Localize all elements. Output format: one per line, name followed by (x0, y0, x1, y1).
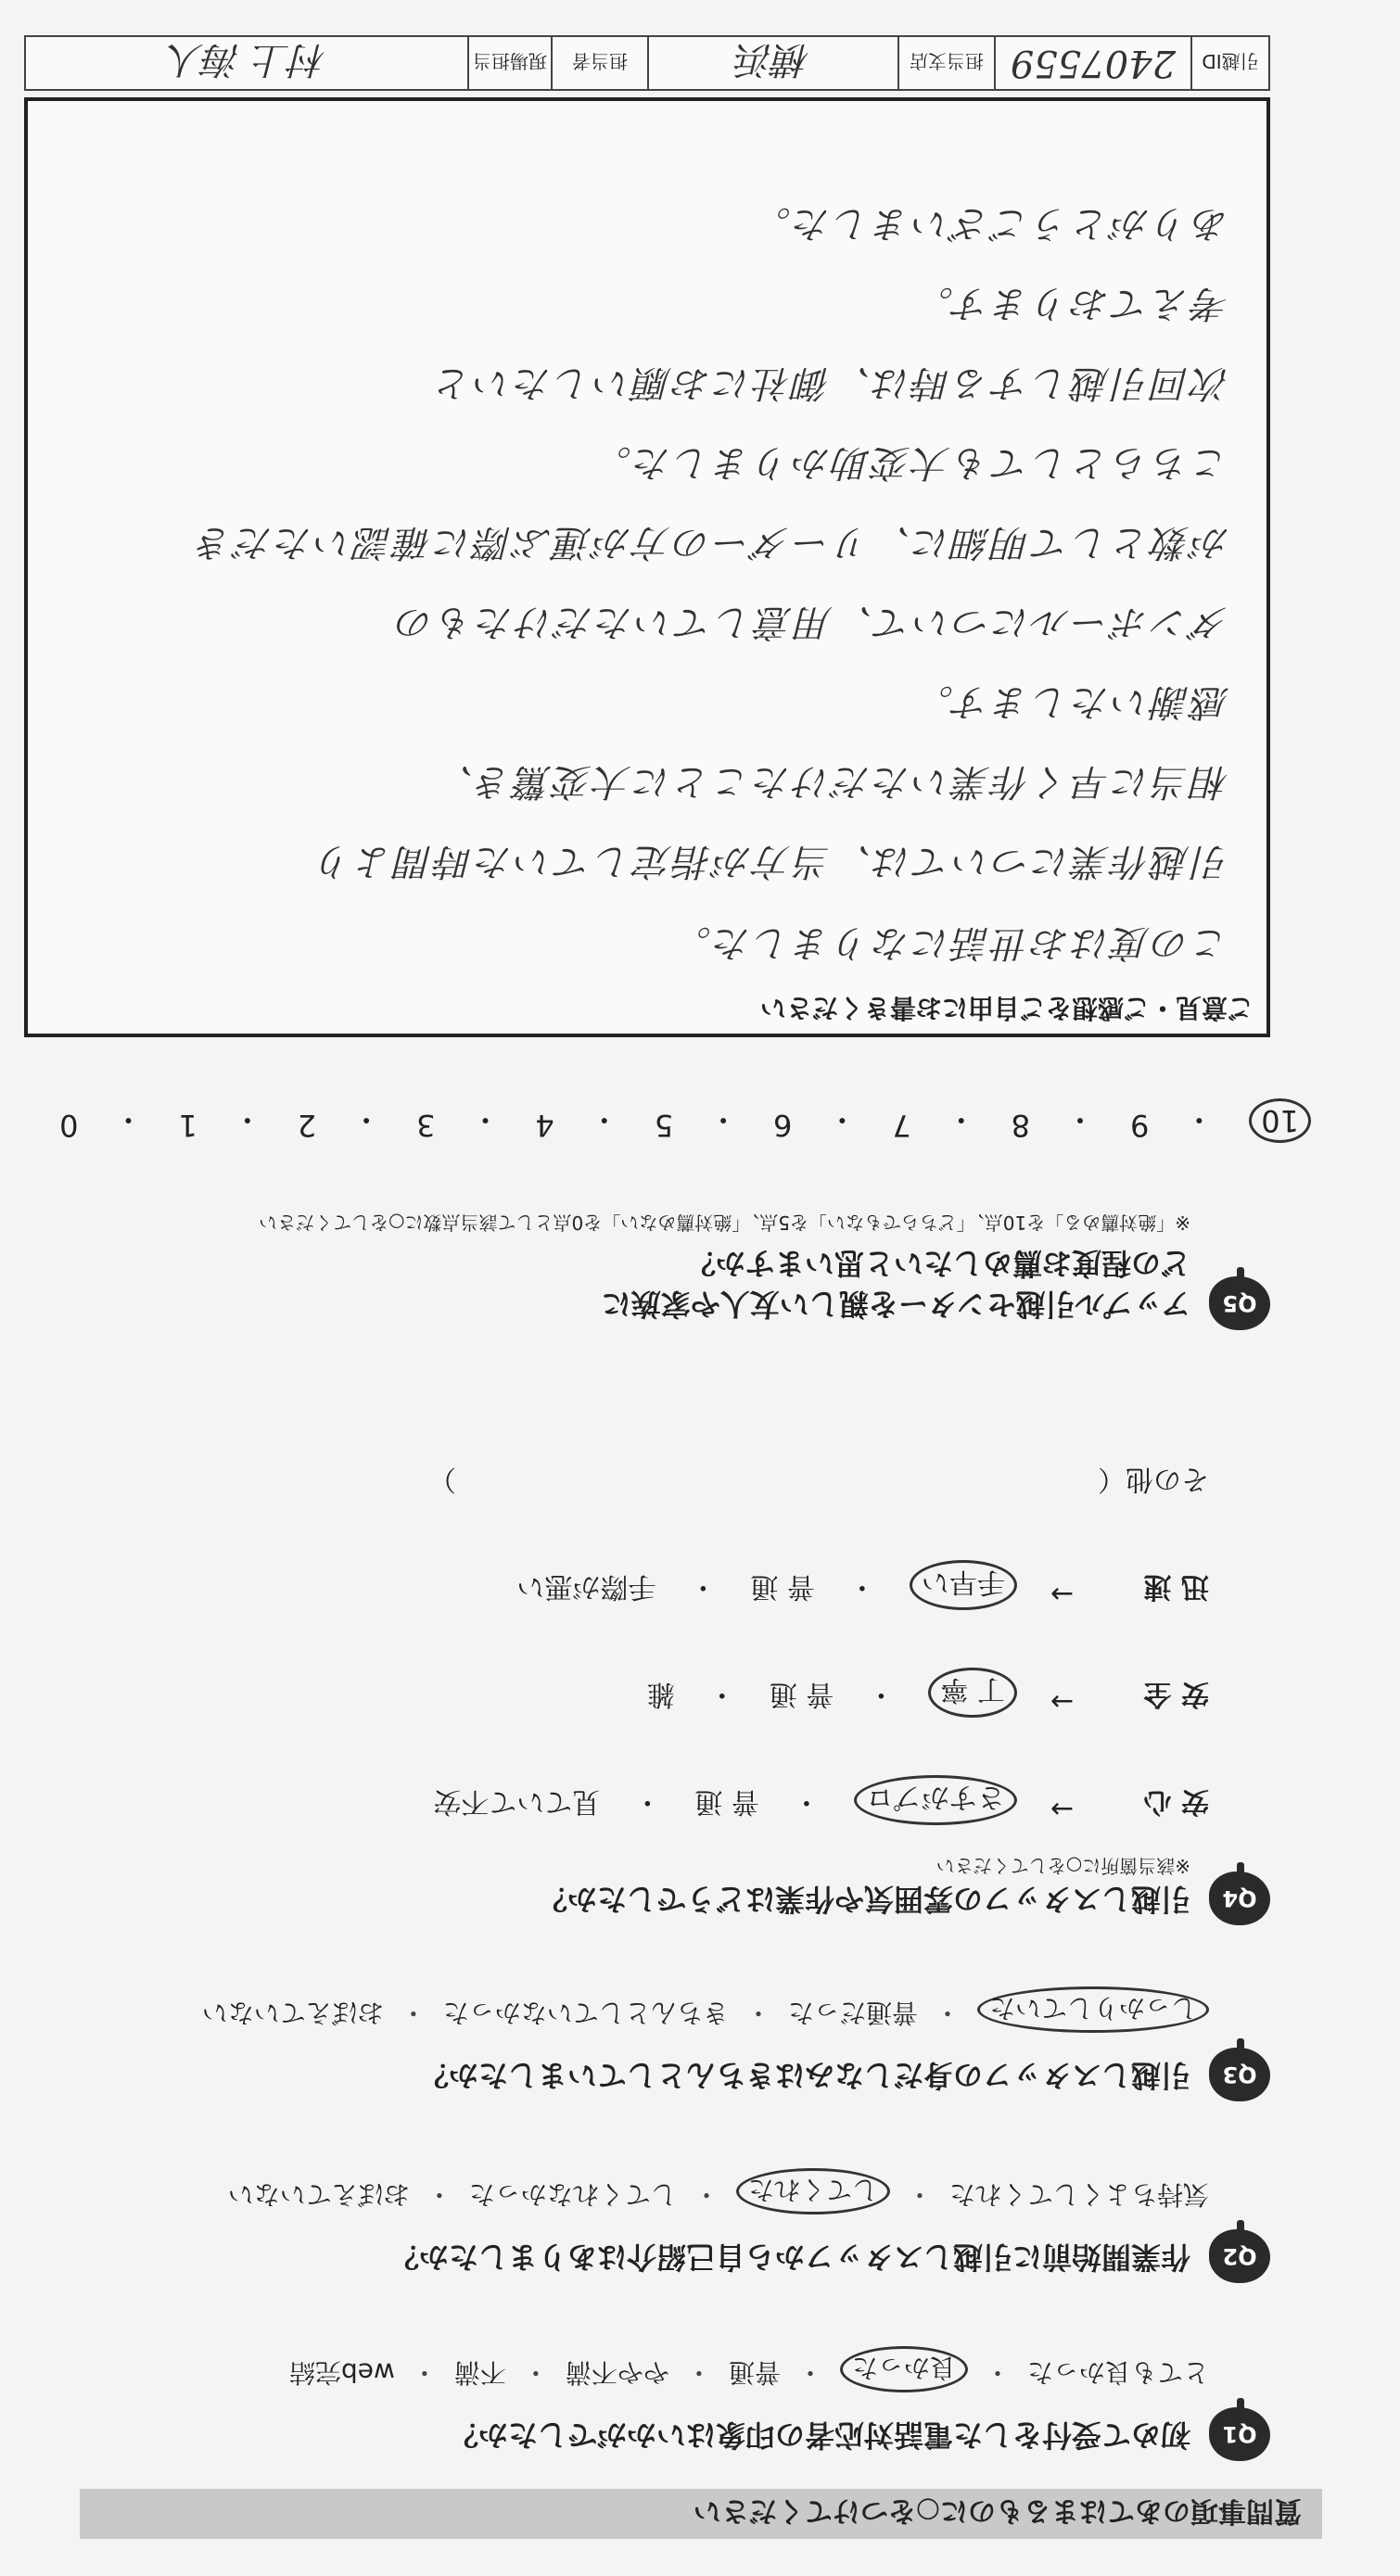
comment-line: 引越作業については、当方が指定していた時間より (312, 840, 1229, 882)
staff-value: 村上 海人 (166, 38, 327, 82)
q5-score[interactable]: 7 (892, 1108, 911, 1143)
q4-row-label: 安 全 (1143, 1678, 1209, 1710)
q5-score[interactable]: 1 (178, 1108, 197, 1143)
q3-text: 引越しスタッフの身だしなみはきちんとしていましたか？ (418, 2058, 1190, 2093)
q3-option-selected[interactable]: しっかりしていた (977, 1986, 1209, 2033)
q4-note: ※該当箇所に○をしてください (935, 1855, 1190, 1877)
q5-score[interactable]: 5 (654, 1108, 674, 1143)
id-table (24, 35, 1270, 91)
q4-option[interactable]: 普 通 (694, 1785, 759, 1818)
q1-option[interactable]: とても良かった (1026, 2357, 1209, 2388)
comments-title: ご意見・ご感想をご自由にお書きください (759, 993, 1254, 1023)
comment-line: この度はお世話になりました。 (671, 921, 1229, 964)
q5-score[interactable]: 9 (1129, 1108, 1150, 1143)
q1-option[interactable]: 普通 (728, 2357, 781, 2388)
q3-options: しっかりしていた ・ 普通だった ・ きちんとしていなかった ・ おぼえていない (65, 1986, 1209, 2033)
q5-note: ※「絶対薦める」を10点、「どちらでもない」を5点、「絶対薦めない」を0点として該当点数に○をしてください (259, 1212, 1190, 1234)
q1-option[interactable]: web完結 (288, 2357, 395, 2388)
comment-line: こちらとしても大変助かりました。 (592, 441, 1229, 484)
q4-other-field[interactable] (490, 1462, 1064, 1503)
q4-badge: Q4 (1209, 1872, 1270, 1925)
branch-value: 横浜 (647, 37, 897, 89)
q4-option[interactable]: 雑 (646, 1678, 675, 1710)
q4-option[interactable]: 見ていて不安 (433, 1785, 601, 1818)
q5-scale: 10 ・ 9 ・ 8 ・ 7 ・ 6 ・ 5 ・ 4 ・ 3 ・ 2 ・ 1 ・ 0 (59, 1098, 1311, 1143)
q1-badge: Q1 (1209, 2407, 1270, 2461)
q3-option[interactable]: 普通だった (787, 1998, 918, 2028)
q4-option[interactable]: 普 通 (769, 1678, 834, 1710)
q1-text: 初めて受付をした電話対応者の印象はいかがでしたか？ (448, 2417, 1190, 2453)
question-1 (65, 2346, 1270, 2455)
arrow-icon: → (1050, 1685, 1074, 1718)
q4-row-anshin: 安 心 → さすがプロ ・ 普 通 ・ 見ていて不安 (65, 1775, 1209, 1825)
staff-label: 担当者 (551, 37, 647, 89)
question-2 (65, 2168, 1270, 2278)
q4-row-label: 迅 速 (1143, 1570, 1209, 1603)
arrow-icon: → (1050, 1578, 1074, 1610)
instructions-text: 質問事項のあてはまるものに○をつけてください (693, 2494, 1302, 2527)
comment-line: ダンボールについて、用意していただけたもの (394, 601, 1229, 643)
q4-row-anzen: 安 全 → 丁 寧 ・ 普 通 ・ 雑 (65, 1668, 1209, 1718)
q4-row-jinsoku: 迅 速 → 手早い ・ 普 通 ・ 手際が悪い (65, 1560, 1209, 1610)
q2-option[interactable]: してくれなかった (468, 2179, 677, 2210)
question-3 (65, 1986, 1270, 2096)
q3-badge: Q3 (1209, 2048, 1270, 2101)
comment-line: が数として明細に、リーダーの方が運ぶ際に確認いただき (193, 521, 1229, 564)
q5-score[interactable]: 3 (416, 1108, 436, 1143)
q4-option[interactable]: 手際が悪い (516, 1570, 656, 1603)
comment-line: 感謝いたします。 (913, 680, 1229, 723)
comment-line: 相当に早く作業いただけたことに大変驚き、 (433, 760, 1229, 803)
question-5 (65, 1210, 1270, 1325)
q5-score[interactable]: 4 (535, 1108, 554, 1143)
comments-box[interactable] (24, 97, 1270, 1037)
q5-score[interactable]: 8 (1011, 1108, 1031, 1143)
field-staff-label: 現場担当 (467, 37, 551, 89)
arrow-icon: → (1050, 1793, 1074, 1825)
q1-option[interactable]: 不満 (453, 2357, 506, 2388)
q2-badge: Q2 (1209, 2229, 1270, 2283)
q2-option-selected[interactable]: してくれた (736, 2168, 890, 2214)
branch-label: 担当支店 (897, 37, 994, 89)
q4-text: 引越しスタッフの雰囲気や作業はどうでしたか？ (537, 1882, 1190, 1917)
q1-option[interactable]: やや不満 (565, 2357, 669, 2388)
q5-score[interactable]: 2 (297, 1108, 317, 1143)
q4-rows (65, 1462, 1209, 1825)
q4-option-selected[interactable]: 手早い (910, 1560, 1017, 1610)
q2-option[interactable]: おぼえていない (227, 2179, 410, 2210)
q5-badge: Q5 (1209, 1276, 1270, 1330)
q4-row-label: 安 心 (1143, 1785, 1209, 1818)
q2-text: 作業開始前に引越しスタッフから自己紹介はありましたか？ (388, 2240, 1190, 2275)
q1-options: とても良かった ・ 良かった ・ 普通 ・ やや不満 ・ 不満 ・ web完結 (65, 2346, 1209, 2392)
q4-other-label: その他（ (1098, 1463, 1209, 1495)
id-value: 2407559 (994, 37, 1190, 89)
q1-option-selected[interactable]: 良かった (840, 2346, 968, 2392)
comment-line: 次回引越しする時は、御社にお願いしたいと (432, 362, 1229, 404)
q4-option[interactable]: 普 通 (750, 1570, 815, 1603)
q3-option[interactable]: きちんとしていなかった (442, 1998, 729, 2028)
q4-option-selected[interactable]: 丁 寧 (928, 1668, 1017, 1718)
q4-other-close: ） (428, 1463, 456, 1495)
q4-row-other (65, 1462, 1209, 1503)
q3-option[interactable]: おぼえていない (201, 1998, 384, 2028)
q4-option-selected[interactable]: さすがプロ (854, 1775, 1017, 1825)
question-4 (65, 1404, 1270, 1920)
q2-option[interactable]: 気持ちよくしてくれた (948, 2179, 1209, 2210)
q5-text-line2: どの程度お薦めしたいと思いますか？ (685, 1246, 1190, 1281)
q5-score[interactable]: 0 (59, 1108, 79, 1143)
q5-text-line1: アップル引越センターを親しい友人や家族に (601, 1287, 1190, 1322)
instructions-header (80, 2489, 1322, 2539)
q5-score[interactable]: 6 (773, 1108, 793, 1143)
comment-line: ありがとうございました。 (751, 202, 1229, 245)
id-label: 引越ID (1190, 37, 1268, 89)
q2-options: 気持ちよくしてくれた ・ してくれた ・ してくれなかった ・ おぼえていない (65, 2168, 1209, 2214)
q5-score-selected[interactable]: 10 (1249, 1098, 1311, 1143)
comment-line: 考えております。 (913, 282, 1229, 324)
